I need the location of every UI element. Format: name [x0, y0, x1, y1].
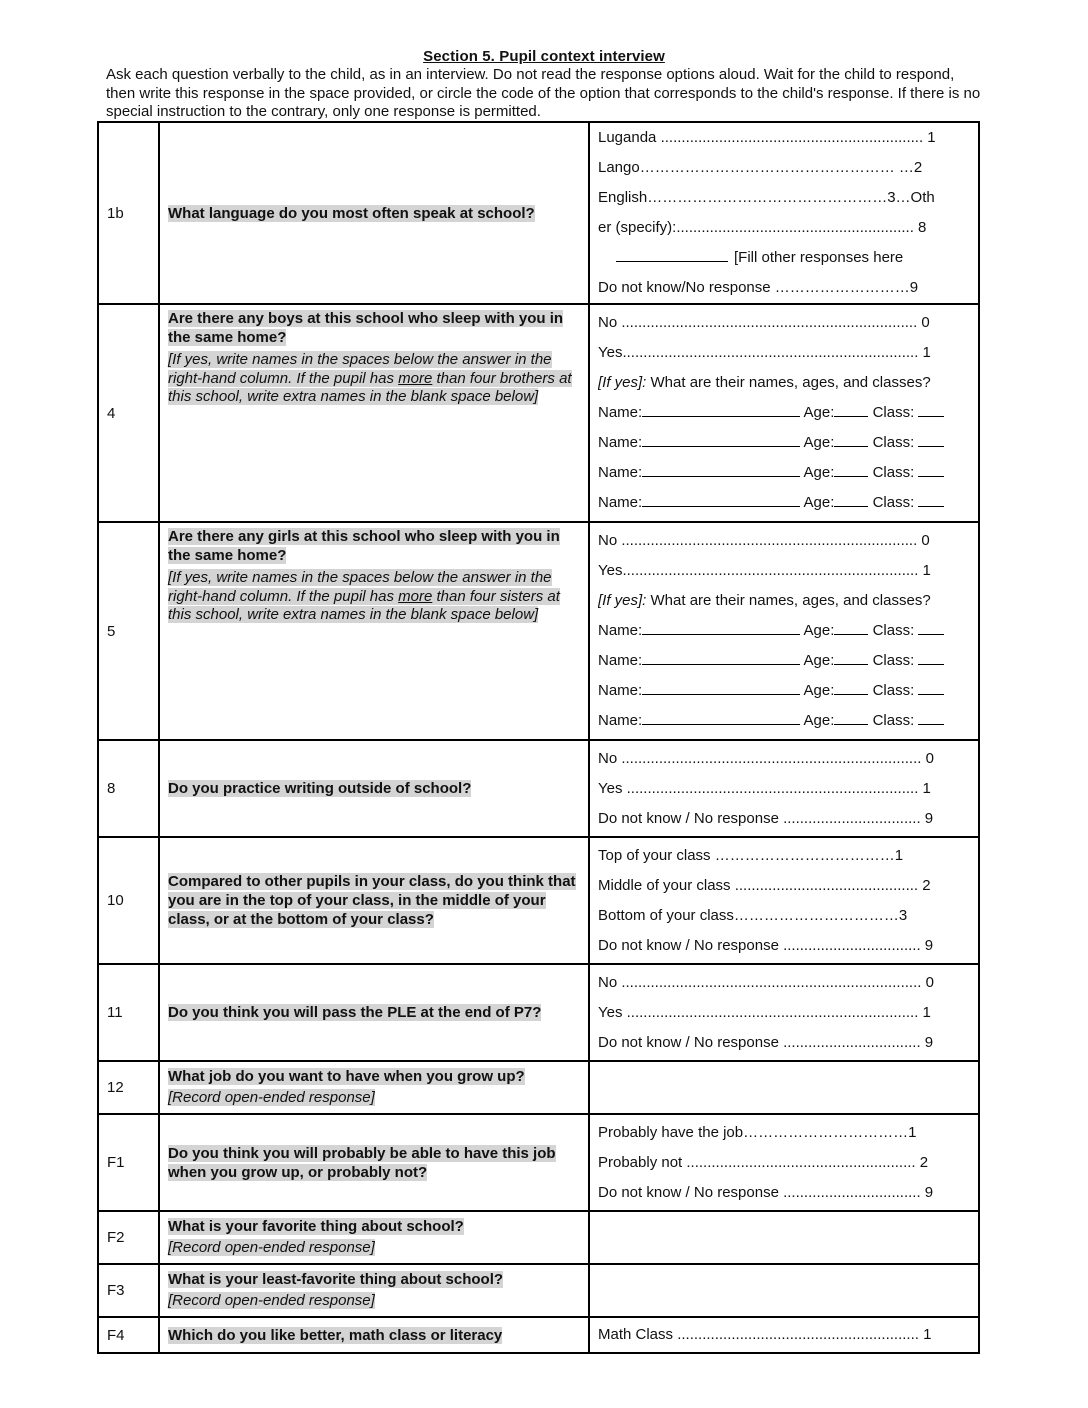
question-number: F2: [98, 1211, 159, 1264]
age-field[interactable]: [834, 710, 868, 725]
option-other-specify[interactable]: er (specify):......................................................... 8: [598, 219, 927, 236]
name-field[interactable]: [642, 650, 800, 665]
age-field[interactable]: [834, 680, 868, 695]
option-bottom-of-class[interactable]: Bottom of your class……………………………3: [598, 906, 908, 924]
answer-cell: [589, 740, 979, 837]
instruction-note: [Record open-ended response]: [168, 1292, 375, 1310]
class-field[interactable]: [918, 462, 944, 477]
table-row-5: [98, 522, 979, 740]
class-field[interactable]: [918, 650, 944, 665]
open-response-field[interactable]: [589, 1211, 979, 1264]
instruction-note: [If yes, write names in the spaces below the answer in the right-hand column. If the pupil has more than four brothers at this school, write extra names in the blank space below]: [168, 351, 572, 405]
option-yes[interactable]: Yes....................................................................... 1: [598, 344, 931, 361]
name-field[interactable]: [642, 620, 800, 635]
class-field[interactable]: [918, 492, 944, 507]
sibling-entry: Name: Age: Class:: [598, 428, 970, 458]
sibling-entry: Name: Age: Class:: [598, 616, 970, 646]
section-title: Section 5. Pupil context interview: [423, 48, 665, 65]
question-cell: [159, 964, 589, 1061]
question-text: What job do you want to have when you grow up?: [168, 1068, 525, 1086]
question-number: F4: [98, 1317, 159, 1353]
open-response-field[interactable]: [589, 1061, 979, 1114]
age-field[interactable]: [834, 620, 868, 635]
if-yes-prompt: [If yes]: What are their names, ages, and classes?: [598, 592, 931, 609]
age-field[interactable]: [834, 492, 868, 507]
option-do-not-know[interactable]: Do not know / No response ................................. 9: [598, 1033, 934, 1051]
question-text: Which do you like better, math class or literacy: [168, 1326, 503, 1344]
table-row-4: [98, 304, 979, 522]
table-row-10: [98, 837, 979, 964]
open-response-field[interactable]: [589, 1264, 979, 1317]
question-text: Are there any boys at this school who sleep with you in the same home?: [168, 310, 564, 346]
class-field[interactable]: [918, 402, 944, 417]
option-lango[interactable]: Lango…………………………………………… …2: [598, 159, 923, 176]
question-cell: [159, 740, 589, 837]
option-do-not-know[interactable]: Do not know / No response ................................. 9: [598, 1183, 934, 1201]
question-text: What is your least-favorite thing about school?: [168, 1271, 504, 1289]
instructions-text: Ask each question verbally to the child, as in an interview. Do not read the response options aloud. Wait for the child to respond, then write this response in the space provided, or circle the code of the option that corresponds to the child's response. If there is no special instruction to the contrary, only one response is permitted.: [106, 66, 981, 120]
answer-cell: [589, 122, 979, 304]
option-no[interactable]: No ........................................................................ 0: [598, 749, 934, 767]
question-cell: [159, 522, 589, 740]
class-field[interactable]: [918, 710, 944, 725]
option-no[interactable]: No ....................................................................... 0: [598, 314, 930, 331]
name-field[interactable]: [642, 432, 800, 447]
question-number: 5: [98, 522, 159, 740]
option-do-not-know[interactable]: Do not know / No response ................................. 9: [598, 936, 934, 954]
question-cell: [159, 1061, 589, 1114]
table-row-f3: [98, 1264, 979, 1317]
sibling-entry: Name: Age: Class:: [598, 488, 970, 518]
question-cell: [159, 304, 589, 522]
question-cell: [159, 1264, 589, 1317]
option-middle-of-class[interactable]: Middle of your class ............................................ 2: [598, 876, 931, 894]
table-row-f1: [98, 1114, 979, 1211]
question-text: Do you think you will probably be able to have this job when you grow up, or probably not?: [168, 1144, 556, 1181]
age-field[interactable]: [834, 462, 868, 477]
if-yes-prompt: [If yes]: What are their names, ages, and classes?: [598, 374, 931, 391]
age-field[interactable]: [834, 432, 868, 447]
sibling-entry: Name: Age: Class:: [598, 676, 970, 706]
question-number: 10: [98, 837, 159, 964]
class-field[interactable]: [918, 620, 944, 635]
question-cell: [159, 837, 589, 964]
table-row-12: [98, 1061, 979, 1114]
sibling-entry: Name: Age: Class:: [598, 458, 970, 488]
interview-table: [97, 121, 980, 1354]
question-text: Are there any girls at this school who sleep with you in the same home?: [168, 528, 560, 564]
age-field[interactable]: [834, 402, 868, 417]
option-yes[interactable]: Yes....................................................................... 1: [598, 562, 931, 579]
option-no[interactable]: No ....................................................................... 0: [598, 532, 930, 549]
option-do-not-know[interactable]: Do not know/No response ………………………9: [598, 279, 919, 296]
answer-cell: [589, 837, 979, 964]
name-field[interactable]: [642, 402, 800, 417]
table-row-11: [98, 964, 979, 1061]
fill-other-label: [Fill other responses here: [734, 249, 904, 266]
option-top-of-class[interactable]: Top of your class ………………………………1: [598, 846, 904, 864]
answer-cell: [589, 304, 979, 522]
table-row-f4: [98, 1317, 979, 1353]
question-cell: [159, 1317, 589, 1353]
question-number: 11: [98, 964, 159, 1061]
name-field[interactable]: [642, 492, 800, 507]
age-field[interactable]: [834, 650, 868, 665]
answer-cell: [589, 1114, 979, 1211]
question-number: F3: [98, 1264, 159, 1317]
sibling-entry: Name: Age: Class:: [598, 646, 970, 676]
question-cell: [159, 122, 589, 304]
instruction-note: [If yes, write names in the spaces below the answer in the right-hand column. If the pupil has more than four sisters at this school, write extra names in the blank space below]: [168, 569, 560, 623]
question-number: 1b: [98, 122, 159, 304]
name-field[interactable]: [642, 710, 800, 725]
option-probably-have-job[interactable]: Probably have the job……………………………1: [598, 1123, 917, 1141]
table-row-8: [98, 740, 979, 837]
question-text: Do you practice writing outside of school?: [168, 780, 472, 797]
class-field[interactable]: [918, 680, 944, 695]
answer-cell: [589, 964, 979, 1061]
option-no[interactable]: No ........................................................................ 0: [598, 973, 934, 991]
question-number: 4: [98, 304, 159, 522]
question-number: 12: [98, 1061, 159, 1114]
option-math-class[interactable]: Math Class .......................................................... 1: [598, 1326, 932, 1343]
option-yes[interactable]: Yes ...................................................................... 1: [598, 779, 931, 797]
question-text: What language do you most often speak at school?: [168, 204, 535, 222]
question-text: Compared to other pupils in your class, do you think that you are in the top of your class, in the middle of your class, or at the bottom of your class?: [168, 873, 576, 928]
answer-cell: [589, 1317, 979, 1353]
option-luganda[interactable]: Luganda ............................................................... 1: [598, 129, 936, 146]
sibling-entry: Name: Age: Class:: [598, 706, 970, 736]
name-field[interactable]: [642, 462, 800, 477]
sibling-entry: Name: Age: Class:: [598, 398, 970, 428]
other-response-blank[interactable]: [616, 247, 728, 262]
class-field[interactable]: [918, 432, 944, 447]
question-number: 8: [98, 740, 159, 837]
table-row-1b: [98, 122, 979, 304]
option-yes[interactable]: Yes ...................................................................... 1: [598, 1003, 931, 1021]
name-field[interactable]: [642, 680, 800, 695]
instruction-note: [Record open-ended response]: [168, 1089, 375, 1107]
option-english[interactable]: English…………………………………………3…Oth: [598, 189, 935, 206]
table-row-f2: [98, 1211, 979, 1264]
option-probably-not[interactable]: Probably not ....................................................... 2: [598, 1153, 929, 1171]
question-text: Do you think you will pass the PLE at the end of P7?: [168, 1004, 542, 1021]
option-fill-other: [598, 243, 970, 273]
instruction-note: [Record open-ended response]: [168, 1239, 375, 1257]
question-text: What is your favorite thing about school?: [168, 1218, 464, 1236]
question-cell: [159, 1211, 589, 1264]
answer-cell: [589, 522, 979, 740]
question-number: F1: [98, 1114, 159, 1211]
option-do-not-know[interactable]: Do not know / No response ................................. 9: [598, 809, 934, 827]
question-cell: [159, 1114, 589, 1211]
